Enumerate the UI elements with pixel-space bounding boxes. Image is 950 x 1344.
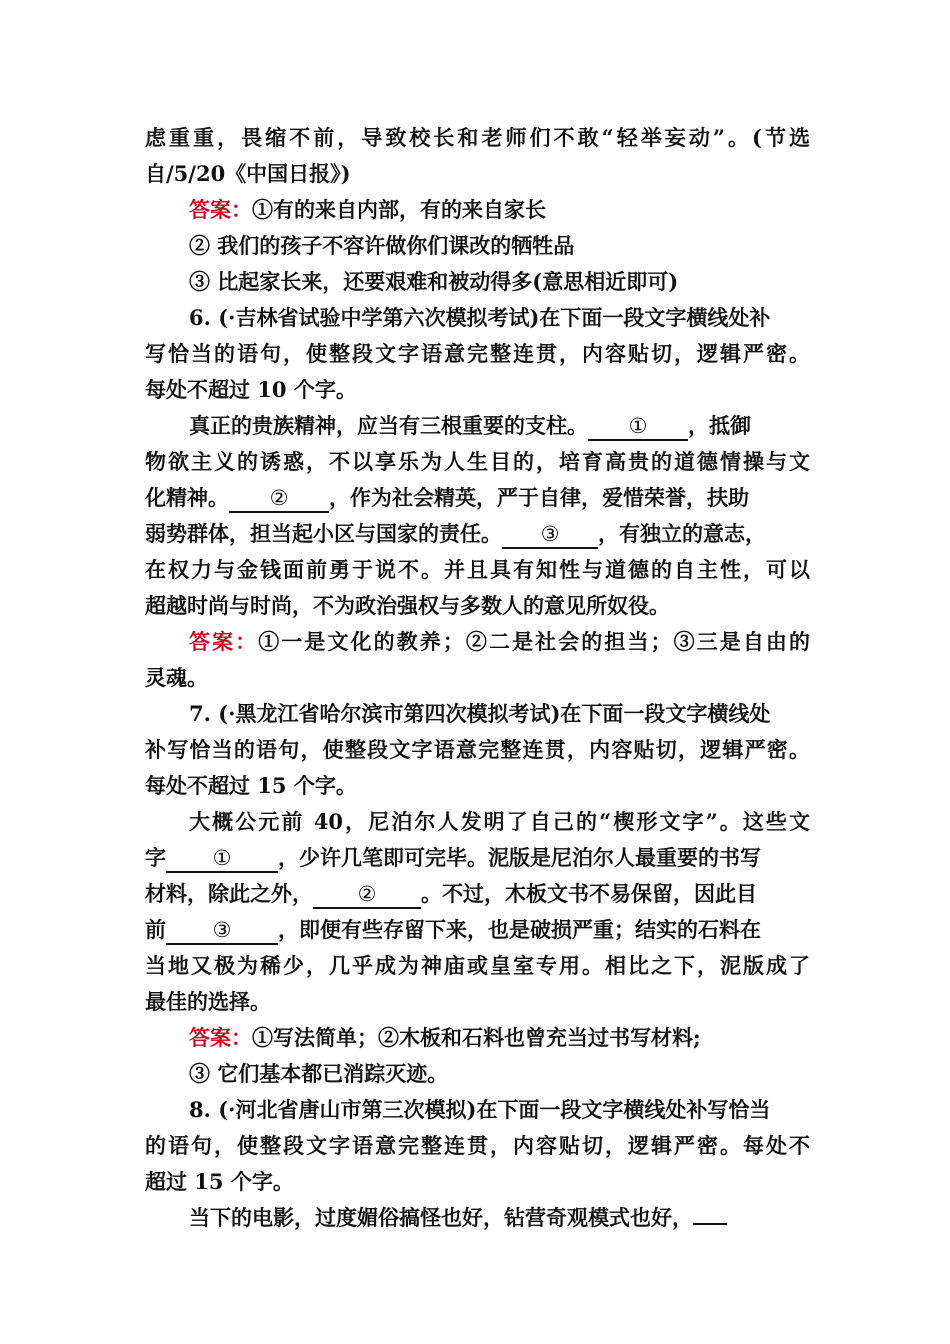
text-line: 的语句，使整段文字语意完整连贯，内容贴切，逻辑严密。每处不 [145,1133,810,1158]
passage-line [145,912,810,948]
text-line: 补写恰当的语句，使整段文字语意完整连贯，内容贴切，逻辑严密。 [145,737,810,762]
text-line: ② 我们的孩子不容许做你们课改的牺牲品 [189,233,575,258]
passage-text: 化精神。 [145,485,229,510]
text-line: 每处不超过 10 个字。 [145,377,357,402]
question-heading: 6. (·吉林省试验中学第六次模拟考试)在下面一段文字横线处补 [189,305,771,330]
passage-line [145,480,810,516]
blank-1[interactable]: ① [588,413,688,441]
answer-line [189,1020,810,1056]
passage-text: 真正的贵族精神，应当有三根重要的支柱。 [189,413,588,438]
passage-text: ，即便有些存留下来，也是破损严重；结实的石料在 [278,917,761,942]
passage-text: 。不过，木板文书不易保留，因此目 [421,881,757,906]
blank-3[interactable]: ③ [502,521,598,549]
passage-line: 最佳的选择。 [145,989,271,1014]
answer-text: ①写法简单；②木板和石料也曾充当过书写材料; [252,1025,701,1050]
passage-line [189,408,810,444]
passage-line: 大概公元前 40，尼泊尔人发明了自己的“楔形文字”。这些文 [189,809,810,834]
answer-label: 答案： [189,1025,252,1050]
text-line: 写恰当的语句，使整段文字语意完整连贯，内容贴切，逻辑严密。 [145,341,810,366]
passage-line [189,1200,810,1236]
passage-text: 前 [145,917,166,942]
passage-text: ，作为社会精英，严于自律，爱惜荣誉，扶助 [329,485,749,510]
passage-line [145,876,810,912]
blank-2[interactable]: ② [313,881,421,909]
passage-text: ，抵御 [688,413,751,438]
passage-text: 当下的电影，过度媚俗搞怪也好，钻营奇观模式也好， [189,1205,693,1230]
text-line: 灵魂。 [145,665,208,690]
text-line: 每处不超过 15 个字。 [145,773,357,798]
passage-line [145,840,810,876]
blank-1[interactable]: ① [166,845,278,873]
answer-label: 答案： [189,629,259,654]
text-line: 虑重重，畏缩不前，导致校长和老师们不敢“轻举妄动”。(节选 [145,125,810,150]
answer-text: ①有的来自内部，有的来自家长 [252,197,546,222]
passage-text: ，少许几笔即可完毕。泥版是尼泊尔人最重要的书写 [278,845,761,870]
passage-line [145,516,810,552]
text-line: 超过 15 个字。 [145,1169,294,1194]
text-line: ③ 比起家长来，还要艰难和被动得多(意思相近即可) [189,269,679,294]
passage-line: 物欲主义的诱惑，不以享乐为人生目的，培育高贵的道德情操与文 [145,449,810,474]
question-heading: 8. (·河北省唐山市第三次模拟)在下面一段文字横线处补写恰当 [189,1097,771,1122]
passage-text: 字 [145,845,166,870]
answer-label: 答案： [189,197,252,222]
text-line: 自/5/20《中国日报》) [145,161,351,186]
blank-3[interactable]: ③ [166,917,278,945]
passage-line: 超越时尚与时尚，不为政治强权与多数人的意见所奴役。 [145,593,670,618]
answer-line [189,192,810,228]
blank-2[interactable]: ② [229,485,329,513]
question-heading: 7. (·黑龙江省哈尔滨市第四次模拟考试)在下面一段文字横线处 [189,701,771,726]
blank-1[interactable] [693,1223,727,1225]
answer-line [189,624,810,660]
passage-line: 当地又极为稀少，几乎成为神庙或皇室专用。相比之下，泥版成了 [145,953,810,978]
passage-line: 在权力与金钱面前勇于说不。并且具有知性与道德的自主性，可以 [145,557,810,582]
text-line: ③ 它们基本都已消踪灭迹。 [189,1061,449,1086]
passage-text: 材料，除此之外， [145,881,313,906]
passage-text: 弱势群体，担当起小区与国家的责任。 [145,521,502,546]
answer-text: ①一是文化的教养；②二是社会的担当；③三是自由的 [258,629,810,654]
passage-text: ，有独立的意志， [598,521,766,546]
